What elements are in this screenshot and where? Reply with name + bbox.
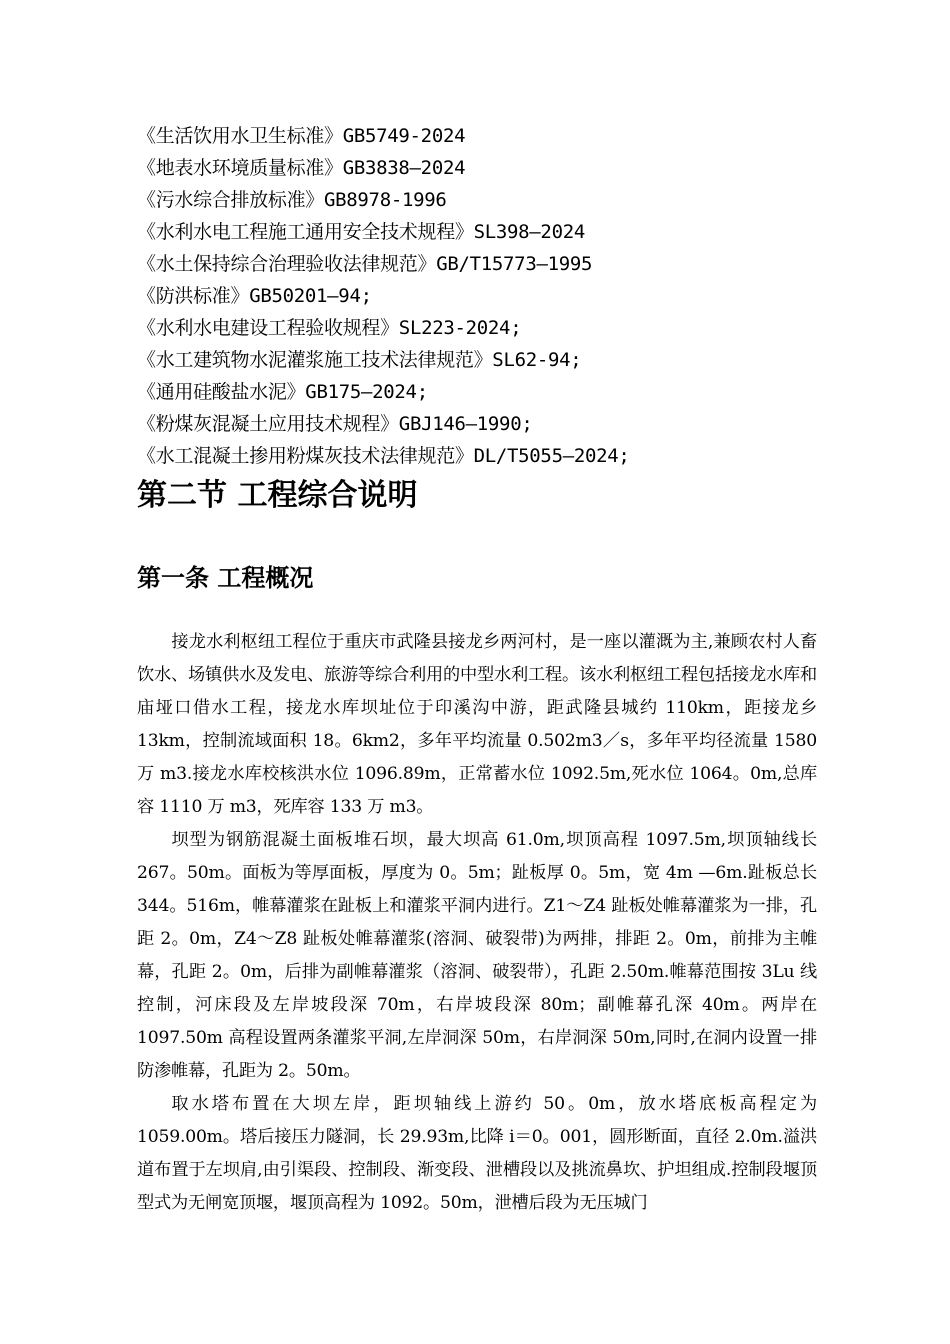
project-overview-body (137, 626, 817, 1220)
reference-item: 《水工混凝土掺用粉煤灰技术法律规范》DL/T5055—2024; (137, 445, 630, 467)
reference-item: 《生活饮用水卫生标准》GB5749-2024 (137, 125, 466, 147)
standards-reference-list (137, 120, 837, 472)
reference-item: 《地表水环境质量标准》GB3838—2024 (137, 157, 466, 179)
reference-item: 《防洪标准》GB50201—94; (137, 285, 372, 307)
reference-item: 《通用硅酸盐水泥》GB175—2024; (137, 381, 428, 403)
paragraph: 取水塔布置在大坝左岸，距坝轴线上游约 50。0m，放水塔底板高程定为 1059.00m。塔后接压力隧洞，长 29.93m,比降 i＝0。001，圆形断面，直径 2.0m.溢洪道布置于左坝肩,由引渠段、控制段、渐变段、泄槽段以及挑流鼻坎、护坦组成.控制段堰顶型式为无闸宽顶堰，堰顶高程为 1092。50m，泄槽后段为无压城门 (137, 1094, 817, 1213)
reference-item: 《水土保持综合治理验收法律规范》GB/T15773—1995 (137, 253, 593, 275)
reference-item: 《水利水电建设工程验收规程》SL223-2024; (137, 317, 522, 339)
paragraph: 接龙水利枢纽工程位于重庆市武隆县接龙乡两河村，是一座以灌溉为主,兼顾农村人畜饮水、场镇供水及发电、旅游等综合利用的中型水利工程。该水利枢纽工程包括接龙水库和庙垭口借水工程，接龙水库坝址位于印溪沟中游，距武隆县城约 110km，距接龙乡 13km，控制流域面积 18。6km2，多年平均流量 0.502m3／s，多年平均径流量 1580 万 m3.接龙水库校核洪水位 1096.89m，正常蓄水位 1092.5m,死水位 1064。0m,总库容 1110 万 m3，死库容 133 万 m3。 (137, 632, 817, 817)
reference-item: 《水利水电工程施工通用安全技术规程》SL398—2024 (137, 221, 585, 243)
reference-item: 《粉煤灰混凝土应用技术规程》GBJ146—1990; (137, 413, 533, 435)
reference-item: 《水工建筑物水泥灌浆施工技术法律规范》SL62-94; (137, 349, 582, 371)
reference-item: 《污水综合排放标准》GB8978-1996 (137, 189, 447, 211)
article-title: 第一条 工程概况 (137, 564, 314, 592)
section-title: 第二节 工程综合说明 (137, 478, 418, 513)
paragraph: 坝型为钢筋混凝土面板堆石坝，最大坝高 61.0m,坝顶高程 1097.5m,坝顶轴线长 267。50m。面板为等厚面板，厚度为 0。5m；趾板厚 0。5m，宽 4m —6m.趾板总长 344。516m，帷幕灌浆在趾板上和灌浆平洞内进行。Z1～Z4 趾板处帷幕灌浆为一排，孔距 2。0m，Z4～Z8 趾板处帷幕灌浆(溶洞、破裂带)为两排，排距 2。0m，前排为主帷幕，孔距 2。0m，后排为副帷幕灌浆（溶洞、破裂带），孔距 2.50m.帷幕范围按 3Lu 线控制，河床段及左岸坡段深 70m，右岸坡段深 80m；副帷幕孔深 40m。两岸在 1097.50m 高程设置两条灌浆平洞,左岸洞深 50m，右岸洞深 50m,同时,在洞内设置一排防渗帷幕，孔距为 2。50m。 (137, 830, 817, 1081)
